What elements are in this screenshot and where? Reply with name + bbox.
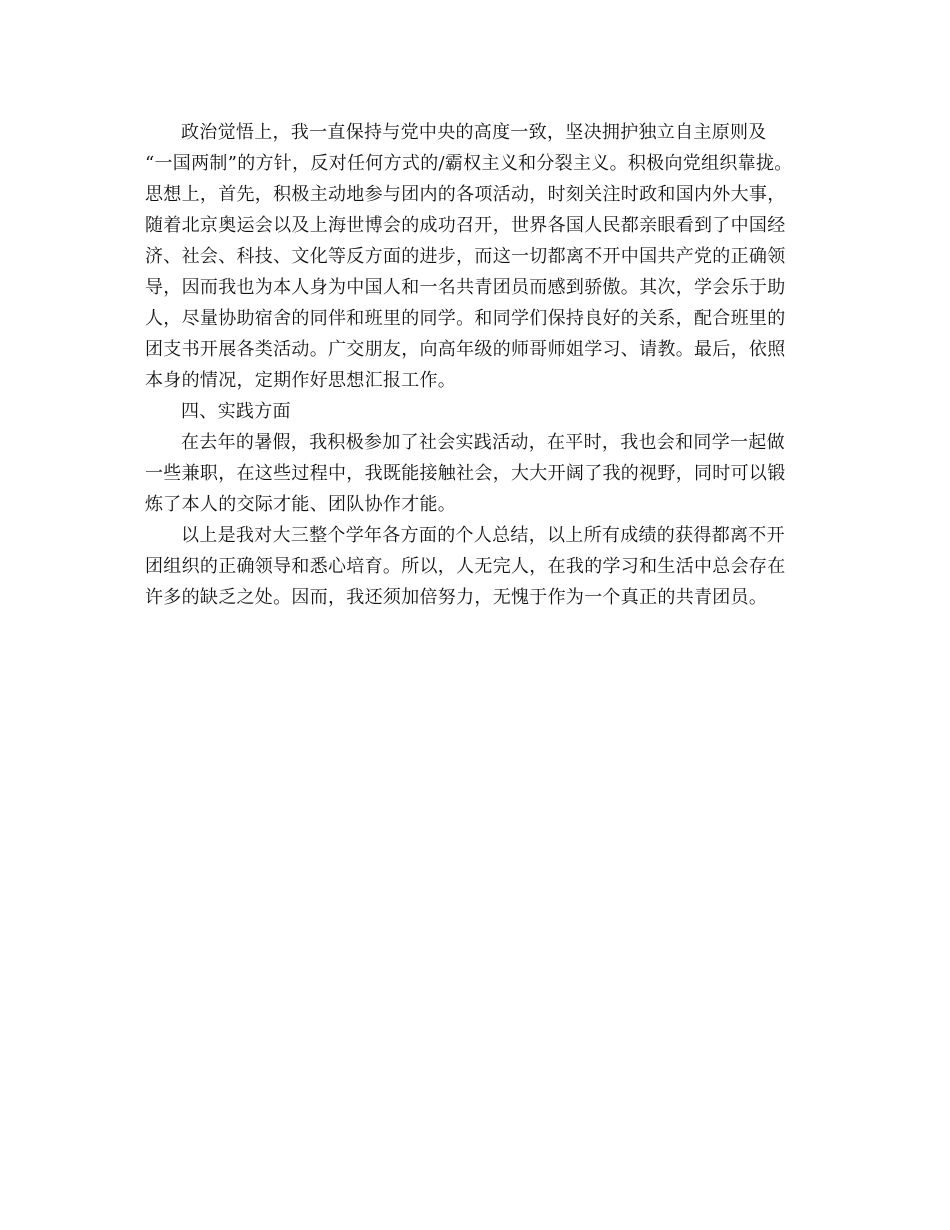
paragraph-line: 团支书开展各类活动。广交朋友，向高年级的师哥师姐学习、请教。最后，依照 [145,339,786,360]
paragraph-line: “一国两制”的方针，反对任何方式的/霸权主义和分裂主义。积极向党组织靠拢。 [145,153,793,174]
paragraph-line: 政治觉悟上，我一直保持与党中央的高度一致，坚决拥护独立自主原则及 [181,122,767,143]
paragraph-line: 一些兼职，在这些过程中，我既能接触社会，大大开阔了我的视野，同时可以锻 [145,463,786,484]
paragraph-line: 炼了本人的交际才能、团队协作才能。 [145,494,457,515]
paragraph-line: 导，因而我也为本人身为中国人和一名共青团员而感到骄傲。其次，学会乐于助 [145,277,786,298]
paragraph-line: 本身的情况，定期作好思想汇报工作。 [145,370,457,391]
document-body [145,117,845,613]
paragraph-line: 许多的缺乏之处。因而，我还须加倍努力，无愧于作为一个真正的共青团员。 [145,587,768,608]
paragraph-line: 随着北京奥运会以及上海世博会的成功召开，世界各国人民都亲眼看到了中国经 [145,215,786,236]
paragraph-line: 在去年的暑假，我积极参加了社会实践活动，在平时，我也会和同学一起做 [181,432,785,453]
paragraph-line: 人，尽量协助宿舍的同伴和班里的同学。和同学们保持良好的关系，配合班里的 [145,308,786,329]
section-heading: 四、实践方面 [181,401,291,422]
paragraph-line: 以上是我对大三整个学年各方面的个人总结，以上所有成绩的获得都离不开 [181,525,785,546]
paragraph-line: 团组织的正确领导和悉心培育。所以，人无完人，在我的学习和生活中总会存在 [145,556,786,577]
paragraph-line: 济、社会、科技、文化等反方面的进步，而这一切都离不开中国共产党的正确领 [145,246,786,267]
paragraph-line: 思想上，首先，积极主动地参与团内的各项活动，时刻关注时政和国内外大事， [145,184,786,205]
